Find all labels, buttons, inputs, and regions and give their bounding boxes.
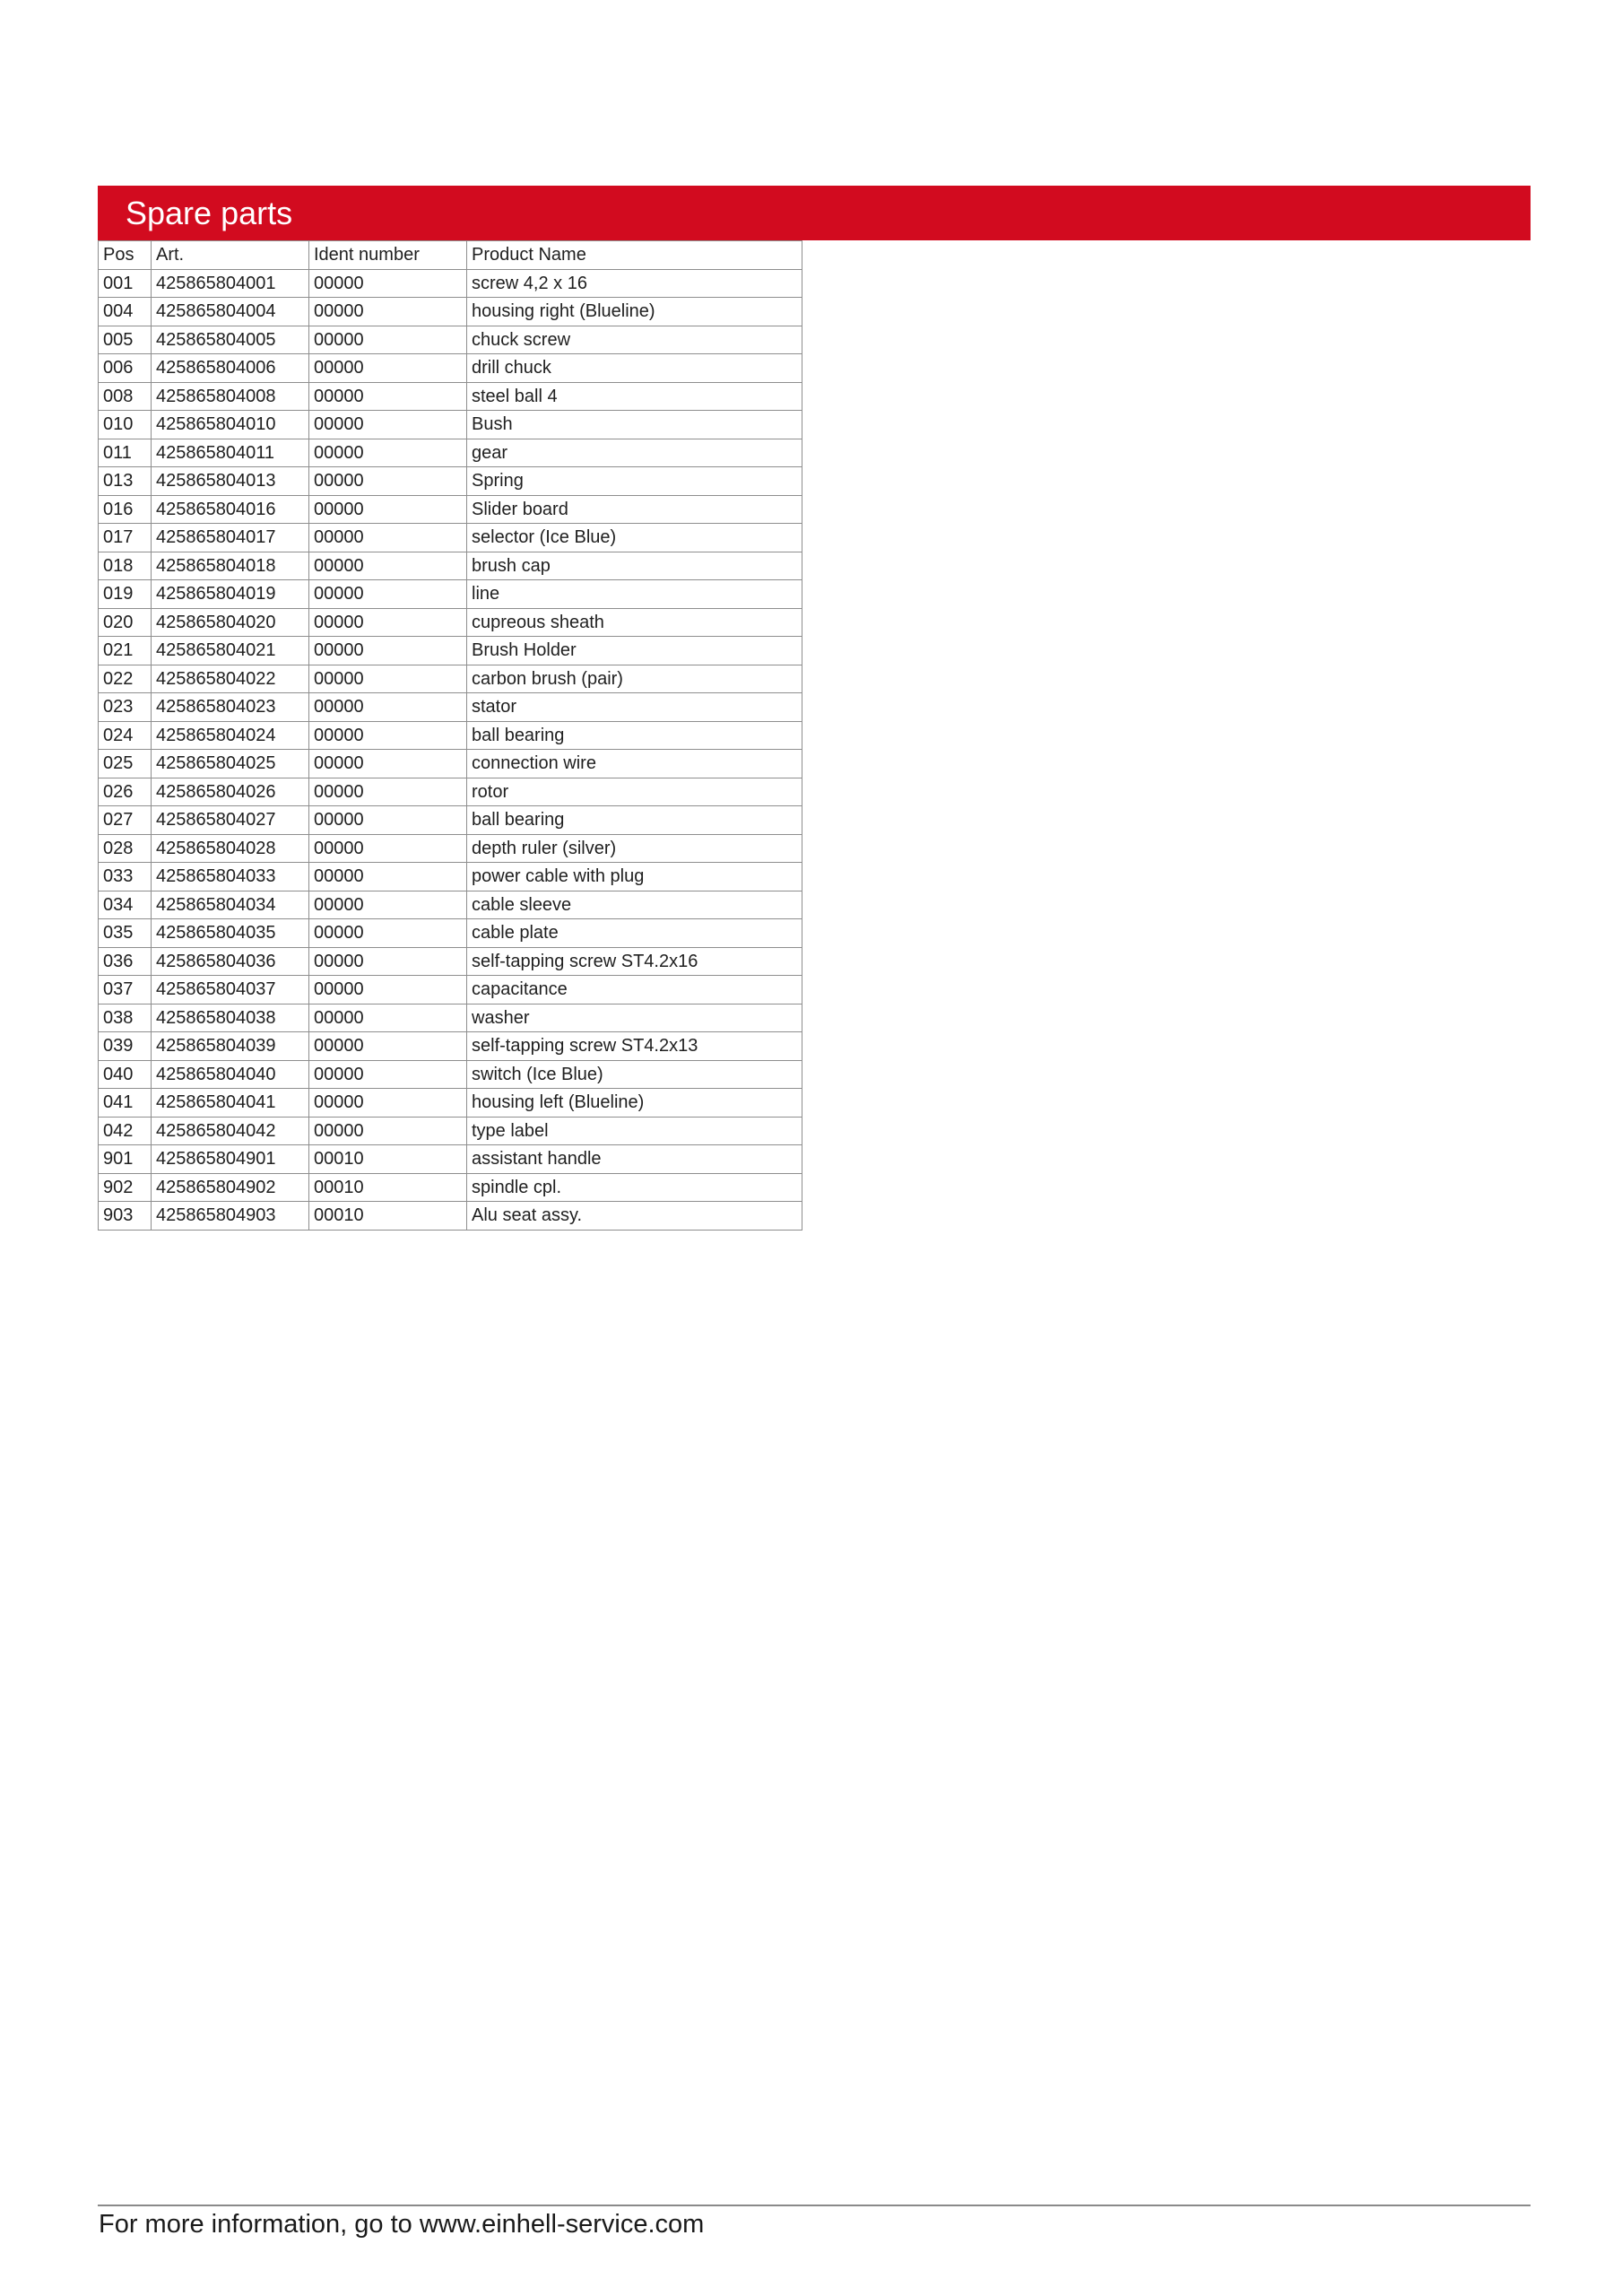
cell-pos: 903 xyxy=(99,1202,152,1231)
cell-ident-number: 00000 xyxy=(309,665,467,693)
cell-ident-number: 00000 xyxy=(309,1089,467,1118)
cell-pos: 023 xyxy=(99,693,152,722)
cell-art: 425865804005 xyxy=(152,326,309,354)
cell-ident-number: 00000 xyxy=(309,298,467,326)
cell-pos: 901 xyxy=(99,1145,152,1174)
cell-ident-number: 00000 xyxy=(309,495,467,524)
cell-product-name: line xyxy=(467,580,802,609)
spare-parts-header xyxy=(98,186,1531,240)
cell-ident-number: 00000 xyxy=(309,976,467,1004)
table-body xyxy=(99,269,802,1230)
cell-product-name: Alu seat assy. xyxy=(467,1202,802,1231)
cell-pos: 019 xyxy=(99,580,152,609)
footer-divider xyxy=(98,2205,1531,2206)
table-row xyxy=(99,1117,802,1145)
table-row xyxy=(99,919,802,948)
table-row xyxy=(99,665,802,693)
cell-pos: 033 xyxy=(99,863,152,891)
cell-pos: 037 xyxy=(99,976,152,1004)
cell-ident-number: 00000 xyxy=(309,1032,467,1061)
cell-art: 425865804027 xyxy=(152,806,309,835)
cell-product-name: drill chuck xyxy=(467,354,802,383)
cell-ident-number: 00000 xyxy=(309,269,467,298)
cell-pos: 011 xyxy=(99,439,152,467)
cell-ident-number: 00000 xyxy=(309,863,467,891)
cell-ident-number: 00000 xyxy=(309,947,467,976)
table-row xyxy=(99,637,802,665)
table-row xyxy=(99,1145,802,1174)
cell-pos: 902 xyxy=(99,1173,152,1202)
cell-product-name: ball bearing xyxy=(467,721,802,750)
cell-art: 425865804903 xyxy=(152,1202,309,1231)
cell-product-name: selector (Ice Blue) xyxy=(467,524,802,552)
cell-ident-number: 00000 xyxy=(309,524,467,552)
cell-art: 425865804019 xyxy=(152,580,309,609)
cell-product-name: spindle cpl. xyxy=(467,1173,802,1202)
cell-art: 425865804010 xyxy=(152,411,309,439)
column-header-pos: Pos xyxy=(99,241,152,270)
cell-pos: 034 xyxy=(99,891,152,919)
table-row xyxy=(99,1004,802,1032)
cell-pos: 021 xyxy=(99,637,152,665)
cell-product-name: capacitance xyxy=(467,976,802,1004)
cell-pos: 024 xyxy=(99,721,152,750)
cell-pos: 028 xyxy=(99,834,152,863)
cell-ident-number: 00000 xyxy=(309,778,467,806)
cell-product-name: depth ruler (silver) xyxy=(467,834,802,863)
table-row xyxy=(99,552,802,580)
cell-product-name: stator xyxy=(467,693,802,722)
cell-ident-number: 00000 xyxy=(309,891,467,919)
cell-product-name: rotor xyxy=(467,778,802,806)
cell-pos: 010 xyxy=(99,411,152,439)
page-title: Spare parts xyxy=(126,195,293,231)
cell-pos: 008 xyxy=(99,382,152,411)
cell-ident-number: 00000 xyxy=(309,1060,467,1089)
cell-pos: 005 xyxy=(99,326,152,354)
cell-art: 425865804035 xyxy=(152,919,309,948)
table-row xyxy=(99,976,802,1004)
cell-ident-number: 00010 xyxy=(309,1202,467,1231)
cell-pos: 026 xyxy=(99,778,152,806)
table-row xyxy=(99,1089,802,1118)
table-row xyxy=(99,354,802,383)
cell-ident-number: 00000 xyxy=(309,1004,467,1032)
cell-product-name: self-tapping screw ST4.2x13 xyxy=(467,1032,802,1061)
cell-art: 425865804008 xyxy=(152,382,309,411)
cell-ident-number: 00000 xyxy=(309,919,467,948)
cell-art: 425865804011 xyxy=(152,439,309,467)
cell-pos: 006 xyxy=(99,354,152,383)
cell-product-name: power cable with plug xyxy=(467,863,802,891)
cell-ident-number: 00000 xyxy=(309,834,467,863)
cell-product-name: brush cap xyxy=(467,552,802,580)
cell-art: 425865804021 xyxy=(152,637,309,665)
spare-parts-table xyxy=(98,240,802,1231)
cell-art: 425865804025 xyxy=(152,750,309,778)
table-row xyxy=(99,1202,802,1231)
table-row xyxy=(99,439,802,467)
cell-ident-number: 00000 xyxy=(309,1117,467,1145)
cell-ident-number: 00000 xyxy=(309,439,467,467)
table-row xyxy=(99,1173,802,1202)
cell-art: 425865804026 xyxy=(152,778,309,806)
cell-ident-number: 00000 xyxy=(309,693,467,722)
cell-ident-number: 00000 xyxy=(309,637,467,665)
cell-pos: 016 xyxy=(99,495,152,524)
cell-pos: 017 xyxy=(99,524,152,552)
cell-pos: 041 xyxy=(99,1089,152,1118)
cell-art: 425865804024 xyxy=(152,721,309,750)
cell-pos: 036 xyxy=(99,947,152,976)
cell-pos: 039 xyxy=(99,1032,152,1061)
table-row xyxy=(99,1060,802,1089)
cell-pos: 020 xyxy=(99,608,152,637)
cell-ident-number: 00000 xyxy=(309,552,467,580)
cell-art: 425865804042 xyxy=(152,1117,309,1145)
cell-product-name: type label xyxy=(467,1117,802,1145)
cell-ident-number: 00000 xyxy=(309,750,467,778)
cell-ident-number: 00010 xyxy=(309,1173,467,1202)
table-row xyxy=(99,806,802,835)
cell-pos: 040 xyxy=(99,1060,152,1089)
cell-product-name: steel ball 4 xyxy=(467,382,802,411)
cell-art: 425865804001 xyxy=(152,269,309,298)
cell-product-name: self-tapping screw ST4.2x16 xyxy=(467,947,802,976)
cell-product-name: carbon brush (pair) xyxy=(467,665,802,693)
cell-art: 425865804028 xyxy=(152,834,309,863)
cell-product-name: Brush Holder xyxy=(467,637,802,665)
cell-art: 425865804036 xyxy=(152,947,309,976)
cell-art: 425865804023 xyxy=(152,693,309,722)
table-row xyxy=(99,750,802,778)
cell-ident-number: 00000 xyxy=(309,354,467,383)
table-row xyxy=(99,411,802,439)
table-row xyxy=(99,693,802,722)
table-row xyxy=(99,834,802,863)
cell-product-name: assistant handle xyxy=(467,1145,802,1174)
table-row xyxy=(99,326,802,354)
cell-art: 425865804017 xyxy=(152,524,309,552)
cell-product-name: ball bearing xyxy=(467,806,802,835)
cell-product-name: switch (Ice Blue) xyxy=(467,1060,802,1089)
cell-art: 425865804004 xyxy=(152,298,309,326)
cell-art: 425865804018 xyxy=(152,552,309,580)
cell-art: 425865804020 xyxy=(152,608,309,637)
cell-art: 425865804041 xyxy=(152,1089,309,1118)
cell-art: 425865804016 xyxy=(152,495,309,524)
table-row xyxy=(99,891,802,919)
table-row xyxy=(99,269,802,298)
cell-art: 425865804013 xyxy=(152,467,309,496)
table-header-row xyxy=(99,241,802,270)
cell-art: 425865804022 xyxy=(152,665,309,693)
cell-art: 425865804037 xyxy=(152,976,309,1004)
cell-product-name: chuck screw xyxy=(467,326,802,354)
cell-product-name: washer xyxy=(467,1004,802,1032)
cell-art: 425865804040 xyxy=(152,1060,309,1089)
cell-ident-number: 00000 xyxy=(309,467,467,496)
column-header-ident-number: Ident number xyxy=(309,241,467,270)
cell-pos: 027 xyxy=(99,806,152,835)
cell-product-name: screw 4,2 x 16 xyxy=(467,269,802,298)
cell-ident-number: 00000 xyxy=(309,721,467,750)
cell-product-name: cupreous sheath xyxy=(467,608,802,637)
cell-pos: 004 xyxy=(99,298,152,326)
table-row xyxy=(99,1032,802,1061)
cell-ident-number: 00000 xyxy=(309,608,467,637)
cell-product-name: Bush xyxy=(467,411,802,439)
cell-product-name: Slider board xyxy=(467,495,802,524)
cell-art: 425865804901 xyxy=(152,1145,309,1174)
cell-ident-number: 00000 xyxy=(309,580,467,609)
cell-pos: 038 xyxy=(99,1004,152,1032)
table-row xyxy=(99,608,802,637)
column-header-product-name: Product Name xyxy=(467,241,802,270)
cell-pos: 018 xyxy=(99,552,152,580)
cell-art: 425865804033 xyxy=(152,863,309,891)
cell-product-name: Spring xyxy=(467,467,802,496)
cell-product-name: connection wire xyxy=(467,750,802,778)
table-row xyxy=(99,721,802,750)
cell-ident-number: 00010 xyxy=(309,1145,467,1174)
cell-ident-number: 00000 xyxy=(309,382,467,411)
cell-product-name: housing right (Blueline) xyxy=(467,298,802,326)
cell-ident-number: 00000 xyxy=(309,806,467,835)
cell-pos: 013 xyxy=(99,467,152,496)
table-row xyxy=(99,947,802,976)
cell-pos: 001 xyxy=(99,269,152,298)
cell-ident-number: 00000 xyxy=(309,411,467,439)
cell-product-name: cable plate xyxy=(467,919,802,948)
cell-art: 425865804034 xyxy=(152,891,309,919)
table-row xyxy=(99,580,802,609)
cell-product-name: cable sleeve xyxy=(467,891,802,919)
table-row xyxy=(99,778,802,806)
cell-art: 425865804038 xyxy=(152,1004,309,1032)
cell-art: 425865804902 xyxy=(152,1173,309,1202)
cell-ident-number: 00000 xyxy=(309,326,467,354)
table-row xyxy=(99,524,802,552)
table-row xyxy=(99,467,802,496)
cell-art: 425865804006 xyxy=(152,354,309,383)
column-header-art: Art. xyxy=(152,241,309,270)
table-row xyxy=(99,382,802,411)
table-row xyxy=(99,495,802,524)
cell-pos: 025 xyxy=(99,750,152,778)
table-row xyxy=(99,863,802,891)
table-row xyxy=(99,298,802,326)
footer-info-text: For more information, go to www.einhell-service.com xyxy=(99,2210,705,2239)
cell-pos: 035 xyxy=(99,919,152,948)
cell-pos: 022 xyxy=(99,665,152,693)
cell-pos: 042 xyxy=(99,1117,152,1145)
cell-product-name: housing left (Blueline) xyxy=(467,1089,802,1118)
cell-art: 425865804039 xyxy=(152,1032,309,1061)
cell-product-name: gear xyxy=(467,439,802,467)
